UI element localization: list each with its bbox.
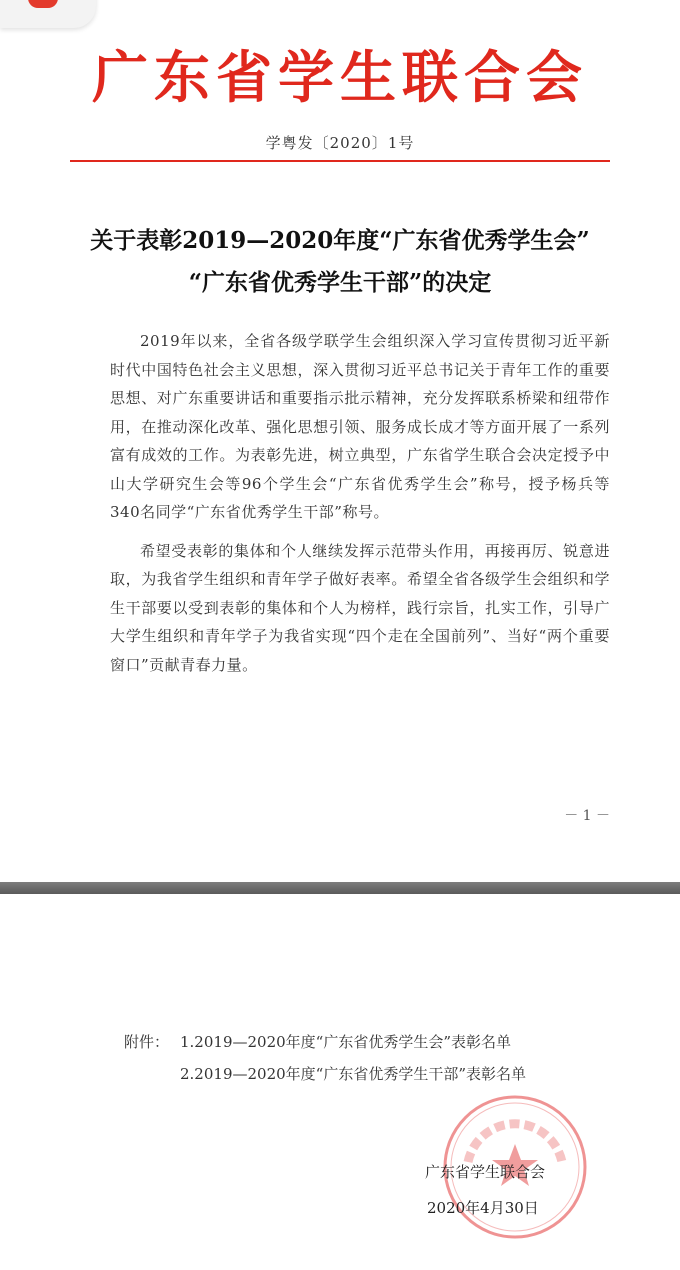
signing-organization: 广东省学生联合会: [425, 1163, 546, 1181]
title-line-1: 关于表彰2019—2020年度“广东省优秀学生会”: [90, 227, 590, 254]
app-corner-badge[interactable]: [0, 0, 96, 28]
page-number: － 1 －: [564, 808, 610, 824]
signature-block: [425, 1154, 545, 1226]
body-paragraph: 2019年以来，全省各级学联学生会组织深入学习宣传贯彻习近平新时代中国特色社会主义思想，深入贯彻习近平总书记关于青年工作的重要思想、对广东重要讲话和重要指示批示精神，充分发挥联系桥梁和纽带作用，在推动深化改革、强化思想引领、服务成长成才等方面开展了一系列富有成效的工作。为表彰先进，树立典型，广东省学生联合会决定授予中山大学研究生会等96个学生会“广东省优秀学生会”称号，授予杨兵等340名同学“广东省优秀学生干部”称号。: [110, 332, 610, 521]
attachment-item: 1.2019—2020年度“广东省优秀学生会”表彰名单: [180, 1033, 511, 1051]
document-number: 学粤发〔2020〕1号: [265, 134, 415, 152]
attachment-item: 2.2019—2020年度“广东省优秀学生干部”表彰名单: [180, 1065, 526, 1083]
document-page-2: [0, 894, 680, 1270]
signing-date: 2020年4月30日: [427, 1199, 539, 1217]
document-title: [0, 220, 680, 304]
page-separator: [0, 882, 680, 894]
issuer-masthead: 广东省学生联合会: [92, 45, 588, 111]
document-body: [110, 327, 610, 689]
body-paragraph: 希望受表彰的集体和个人继续发挥示范带头作用，再接再厉、锐意进取，为我省学生组织和青年学子做好表率。希望全省各级学生会组织和学生干部要以受到表彰的集体和个人为榜样，践行宗旨，扎实工作，引导广大学生组织和青年学子为我省实现“四个走在全国前列”、当好“两个重要窗口”贡献青春力量。: [110, 541, 610, 674]
red-divider-line: [70, 160, 610, 162]
attachments-label: 附件：: [124, 1033, 170, 1051]
badge-dot-icon: [28, 0, 58, 8]
title-line-2: “广东省优秀学生干部”的决定: [188, 269, 492, 296]
attachments-list: [124, 1026, 644, 1090]
